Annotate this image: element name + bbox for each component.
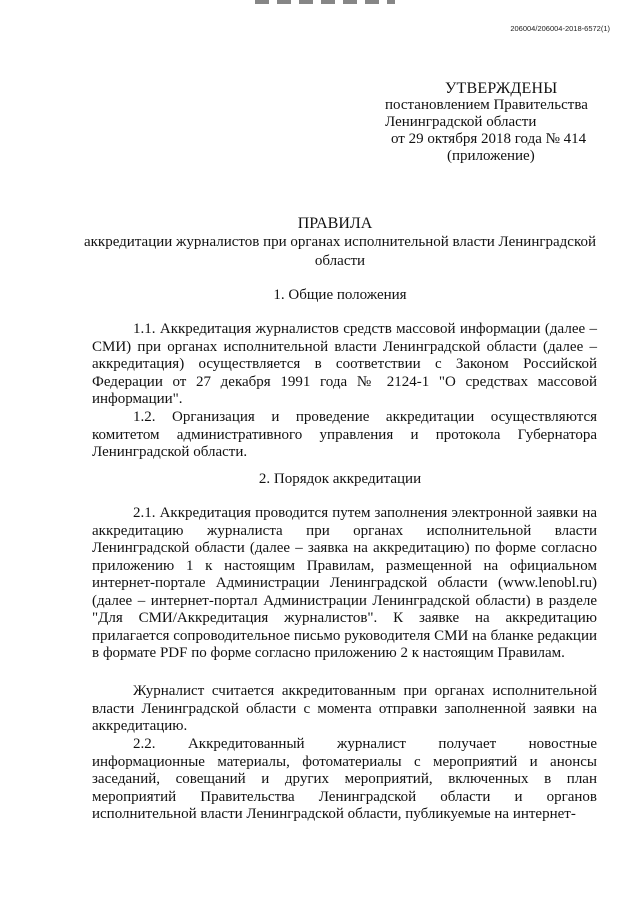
- scan-artifact: [255, 0, 395, 4]
- approval-line-2: Ленинградской области: [385, 114, 537, 130]
- paragraph-2-1: 2.1. Аккредитация проводится путем заполнения электронной заявки на аккредитацию журналиста при органах исполнительной власти Ленинградской области (далее – заявка на аккредитацию) по форме согласно приложению 1 к настоящим Правилам, размещенной на официальном интернет-портале Администрации Ленинградской области (www.lenobl.ru) (далее – интернет-портал Администрации Ленинградской области) в разделе "Для СМИ/Аккредитация журналистов". К заявке на аккредитацию прилагается сопроводительное письмо руководителя СМИ на бланке редакции в формате PDF по форме согласно приложению 2 к настоящим Правилам.: [92, 505, 597, 661]
- paragraph-1-1: 1.1. Аккредитация журналистов средств массовой информации (далее – СМИ) при органах исполнительной власти Ленинградской области (далее – аккредитация) осуществляется в соответствии с Законом Российской Федерации от 27 декабря 1991 года № 2124-1 "О средствах массовой информации".: [92, 321, 597, 407]
- section-1-heading: 1. Общие положения: [273, 287, 407, 303]
- approval-annex: (приложение): [447, 148, 535, 164]
- approval-title: УТВЕРЖДЕНЫ: [445, 80, 558, 97]
- document-title: ПРАВИЛА: [297, 215, 373, 232]
- paragraph-2-1-b: Журналист считается аккредитованным при органах исполнительной власти Ленинградской области с момента отправки заполненной заявки на аккредитацию.: [92, 683, 597, 734]
- approval-line-1: постановлением Правительства: [385, 97, 588, 113]
- title-block: [0, 215, 640, 271]
- section-2-heading: 2. Порядок аккредитации: [258, 471, 422, 487]
- document-id-stamp: 206004/206004-2018-6572(1): [510, 24, 610, 33]
- approval-block: [385, 80, 615, 165]
- paragraph-1-2: 1.2. Организация и проведение аккредитации осуществляются комитетом административного управления и протокола Губернатора Ленинградской области.: [92, 409, 597, 460]
- approval-date: от 29 октября 2018 года № 414: [391, 131, 587, 147]
- paragraph-2-2: 2.2. Аккредитованный журналист получает новостные информационные материалы, фотоматериалы с мероприятий и анонсы заседаний, совещаний и других мероприятий, включенных в план мероприятий Правительства Ленинградской области и органов исполнительной власти Ленинградской области, публикуемые на интернет-: [92, 736, 597, 822]
- document-subtitle: аккредитации журналистов при органах исполнительной власти Ленинградской области: [83, 234, 597, 269]
